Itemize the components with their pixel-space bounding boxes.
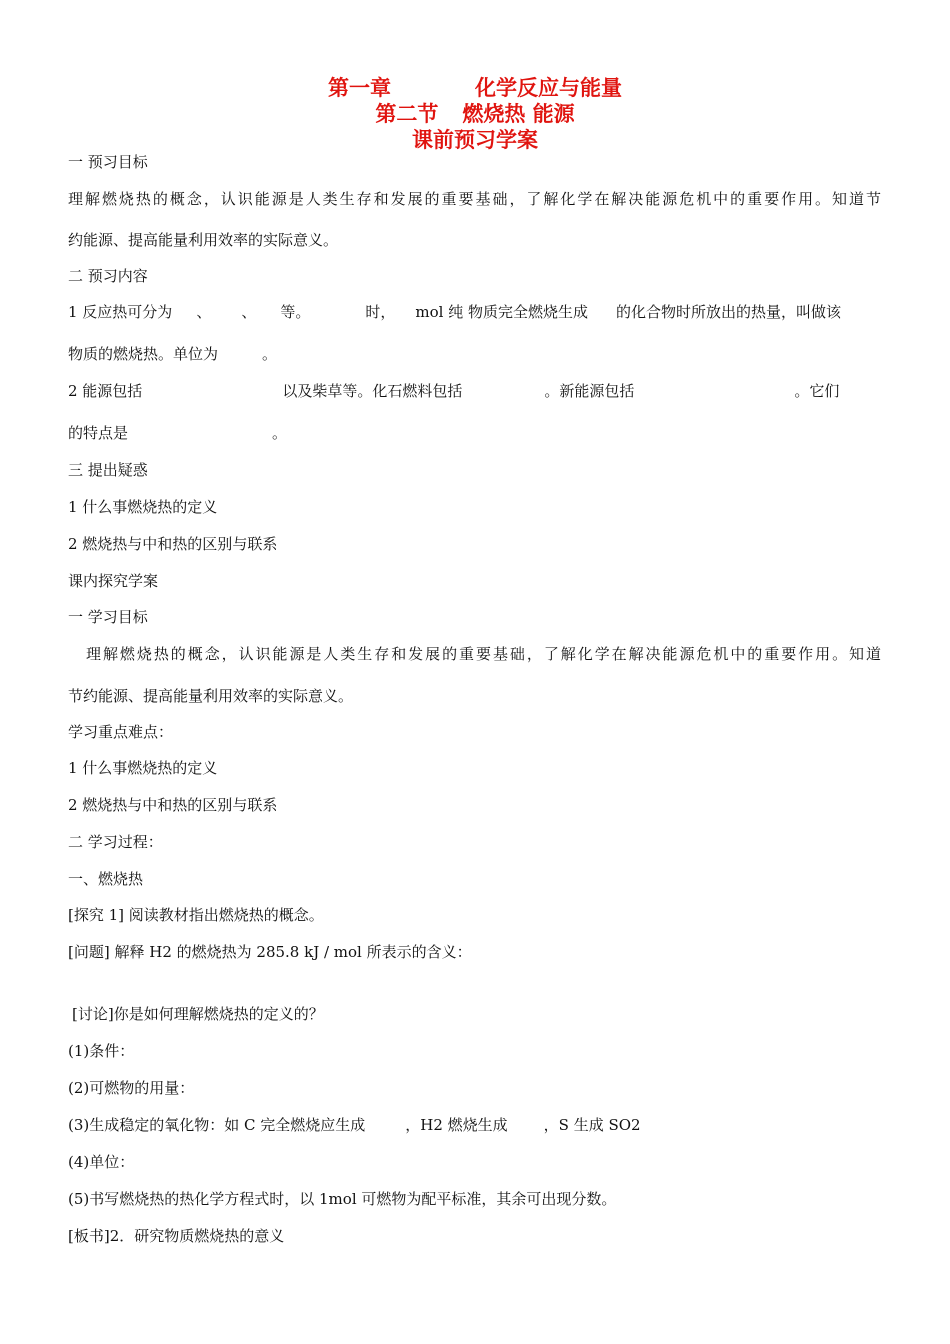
doubt-item-1: 1 什么事燃烧热的定义 (68, 498, 218, 516)
inclass-goal-heading: 一 学习目标 (68, 608, 148, 626)
process-heading: 二 学习过程： (68, 833, 163, 851)
preview-goal-text-line1: 理解燃烧热的概念，认识能源是人类生存和发展的重要基础，了解化学在解决能源危机中的重要作用。知道节 (68, 190, 881, 208)
inclass-goal-text-line1: 理解燃烧热的概念，认识能源是人类生存和发展的重要基础，了解化学在解决能源危机中的重要作用。知道 (86, 645, 881, 663)
question-2-line2: 的特点是 。 (68, 424, 288, 442)
question-1-line2: 物质的燃烧热。单位为 。 (68, 345, 278, 363)
inclass-goal-text-line2: 节约能源、提高能量利用效率的实际意义。 (68, 687, 354, 705)
preview-goal-text-line2: 约能源、提高能量利用效率的实际意义。 (68, 231, 339, 249)
discussion-item-2: (2)可燃物的用量： (68, 1079, 195, 1097)
preview-goal-heading: 一 预习目标 (68, 153, 148, 171)
discussion-item-5: (5)书写燃烧热的热化学方程式时，以 1mol 可燃物为配平标准，其余可出现分数。 (68, 1190, 617, 1208)
combustion-heat-heading: 一、燃烧热 (68, 870, 144, 888)
question-1-line1: 1 反应热可分为 、 、 等。 时， mol 纯 物质完全燃烧生成 的化合物时所放出的热量，叫做该 (68, 303, 841, 321)
question-2-line1: 2 能源包括 以及柴草等。化石燃料包括 。新能源包括 。它们 (68, 382, 840, 400)
section-name: 燃烧热 能源 (462, 102, 575, 126)
inclass-heading: 课内探究学案 (68, 572, 159, 590)
discussion-item-3: (3)生成稳定的氧化物：如 C 完全燃烧应生成 ，H2 燃烧生成 ，S 生成 SO2 (68, 1116, 641, 1134)
key-points-heading: 学习重点难点： (68, 723, 174, 741)
section-number: 第二节 (375, 102, 439, 126)
discussion-item-1: (1)条件： (68, 1042, 135, 1060)
discussion-item-4: (4)单位： (68, 1153, 135, 1171)
chapter-name: 化学反应与能量 (475, 76, 622, 100)
key-point-1: 1 什么事燃烧热的定义 (68, 759, 218, 777)
preview-content-heading: 二 预习内容 (68, 267, 148, 285)
key-point-2: 2 燃烧热与中和热的区别与联系 (68, 796, 278, 814)
question-h2: [问题] 解释 H2 的燃烧热为 285.8 kJ / mol 所表示的含义： (68, 943, 472, 961)
chapter-number: 第一章 (328, 76, 391, 100)
doubt-heading: 三 提出疑惑 (68, 461, 148, 479)
section-title (0, 101, 950, 127)
doubt-item-2: 2 燃烧热与中和热的区别与联系 (68, 535, 278, 553)
explore-1: [探究 1] 阅读教材指出燃烧热的概念。 (68, 906, 324, 924)
chapter-title (0, 75, 950, 101)
discussion: [讨论]你是如何理解燃烧热的定义的？ (72, 1005, 324, 1023)
board-note: [板书]2．研究物质燃烧热的意义 (68, 1227, 285, 1245)
worksheet-title: 课前预习学案 (412, 128, 538, 152)
